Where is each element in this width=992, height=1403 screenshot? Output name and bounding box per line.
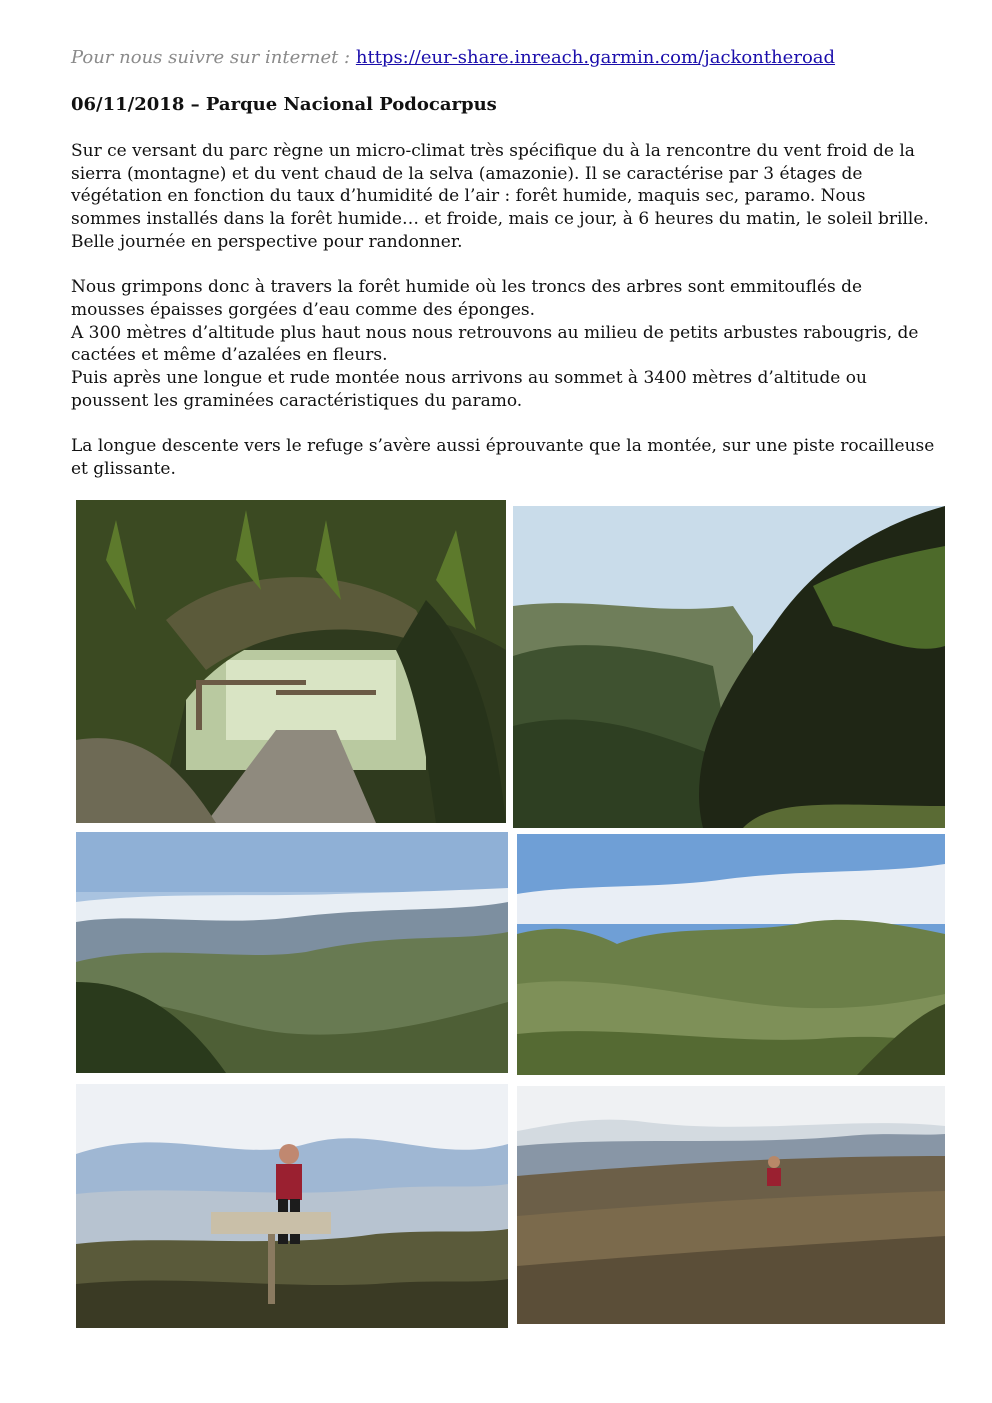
paragraph <box>71 435 951 480</box>
text-line: mousses épaisses gorgées d’eau comme des éponges. <box>71 299 536 320</box>
paragraph <box>71 276 951 412</box>
photo-summit-hiker <box>76 1084 508 1328</box>
photo-cliff-valley <box>513 506 945 828</box>
text-line: et glissante. <box>71 458 176 479</box>
follow-us-line <box>71 47 835 68</box>
text-line: sierra (montagne) et du vent chaud de la selva (amazonie). Il se caractérise par 3 étages de <box>71 163 863 184</box>
text-line: La longue descente vers le refuge s’avère aussi éprouvante que la montée, sur une piste rocailleuse <box>71 436 935 457</box>
photo-green-valley <box>517 834 945 1075</box>
text-line: végétation en fonction du taux d’humidité de l’air : forêt humide, maquis sec, paramo. Nous <box>71 186 866 207</box>
text-line: Belle journée en perspective pour randonner. <box>71 231 463 252</box>
photo-forest-trail <box>76 500 506 823</box>
paragraph <box>71 140 951 254</box>
text-line: poussent les graminées caractéristiques du paramo. <box>71 390 523 411</box>
photo-paramo-hiker <box>517 1086 945 1324</box>
tracking-link[interactable]: https://eur-share.inreach.garmin.com/jackontheroad <box>355 47 836 68</box>
text-line: sommes installés dans la forêt humide… et froide, mais ce jour, à 6 heures du matin, le soleil brille. <box>71 209 929 230</box>
text-line: Puis après une longue et rude montée nous arrivons au sommet à 3400 mètres d’altitude ou <box>71 368 867 389</box>
text-line: cactées et même d’azalées en fleurs. <box>71 345 388 366</box>
photo-mountain-panorama <box>76 832 508 1073</box>
text-line: Sur ce versant du parc règne un micro-climat très spécifique du à la rencontre du vent froid de la <box>71 141 915 161</box>
entry-body <box>71 140 951 503</box>
follow-label: Pour nous suivre sur internet : <box>71 47 351 68</box>
text-line: A 300 mètres d’altitude plus haut nous nous retrouvons au milieu de petits arbustes rabougris, de <box>71 322 919 343</box>
text-line: Nous grimpons donc à travers la forêt humide où les troncs des arbres sont emmitouflés de <box>71 277 863 298</box>
entry-title: 06/11/2018 – Parque Nacional Podocarpus <box>71 94 497 115</box>
